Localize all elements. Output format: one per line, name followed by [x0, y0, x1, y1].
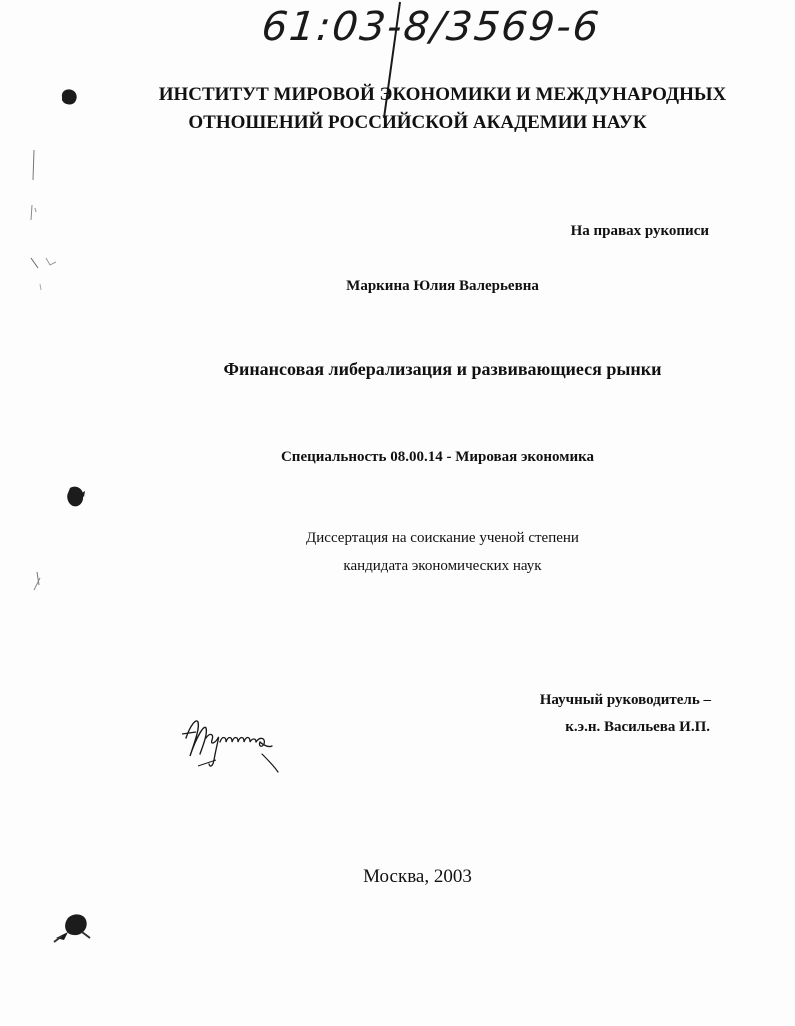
handwritten-signature-icon	[176, 708, 286, 778]
author-name: Маркина Юлия Валерьевна	[346, 278, 539, 294]
catalog-number: 61:03-8/3569-6	[259, 4, 603, 50]
supervisor-label: Научный руководитель –	[539, 692, 711, 708]
punch-hole-middle-icon	[64, 484, 88, 510]
place-and-year: Москва, 2003	[363, 866, 472, 887]
specialty-line: Специальность 08.00.14 - Мировая экономика	[280, 449, 595, 465]
catalog-slash-stroke	[0, 0, 795, 130]
degree-line2: кандидата экономических наук	[343, 558, 542, 574]
thesis-title: Финансовая либерализация и развивающиеся рынки	[223, 359, 662, 379]
institute-name-line1: ИНСТИТУТ МИРОВОЙ ЭКОНОМИКИ И МЕЖДУНАРОДНЫХ	[158, 84, 727, 105]
manuscript-rights-note: На правах рукописи	[570, 223, 709, 239]
degree-line1: Диссертация на соискание ученой степени	[306, 530, 579, 546]
punch-hole-bottom-icon	[52, 910, 96, 944]
supervisor-name: к.э.н. Васильева И.П.	[565, 719, 710, 735]
institute-name-line2: ОТНОШЕНИЙ РОССИЙСКОЙ АКАДЕМИИ НАУК	[188, 112, 647, 133]
